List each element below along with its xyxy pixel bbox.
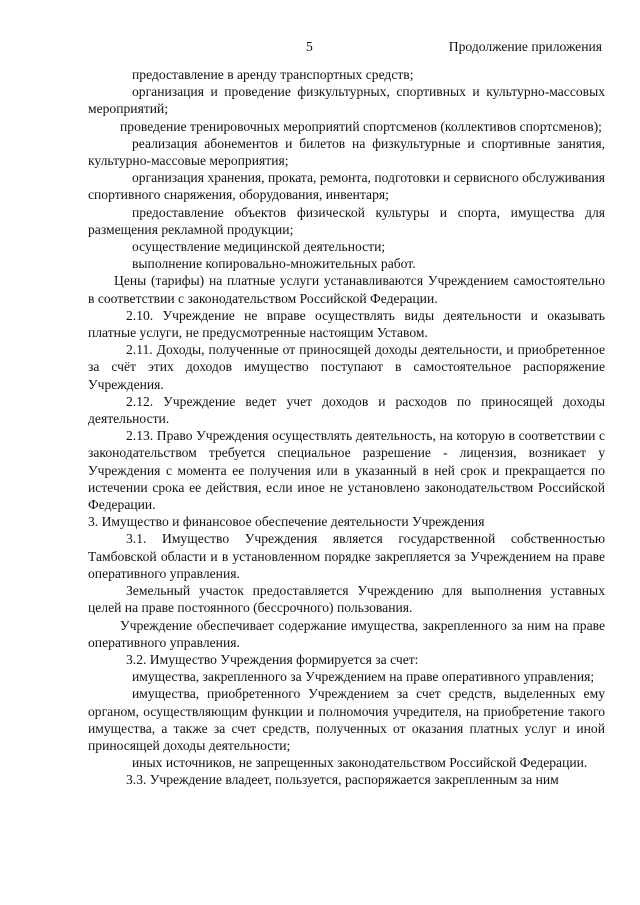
- paragraph: проведение тренировочных мероприятий спортсменов (коллективов спортсменов);: [120, 118, 602, 134]
- paragraph: имущества, закрепленного за Учреждением на праве оперативного управления;: [132, 669, 595, 685]
- paragraph-2-11: 2.11. Доходы, полученные от приносящей доходы деятельности, и приобретенное за счёт этих доходов имущество поступают в самостоятельное распоряжение Учреждения.: [88, 342, 605, 392]
- paragraph: осуществление медицинской деятельности;: [132, 239, 386, 255]
- paragraph-3-2: 3.2. Имущество Учреждения формируется за счет:: [126, 651, 419, 667]
- paragraph: имущества, приобретенного Учреждением за счет средств, выделенных ему органом, осуществляющим функции и полномочия учредителя, на приобретение такого имущества, а также за счет средств, полученных от оказания платных услуг и иной приносящей доходы деятельности;: [88, 686, 605, 753]
- paragraph-3-1: 3.1. Имущество Учреждения является государственной собственностью Тамбовской области и в установленном порядке закрепляется за Учреждением на праве оперативного управления.: [88, 531, 605, 581]
- paragraph-2-10: 2.10. Учреждение не вправе осуществлять виды деятельности и оказывать платные услуги, не предусмотренные настоящим Уставом.: [88, 307, 605, 341]
- paragraph-3-3: 3.3. Учреждение владеет, пользуется, распоряжается закрепленным за ним: [126, 772, 559, 788]
- paragraph: иных источников, не запрещенных законодательством Российской Федерации.: [132, 755, 588, 771]
- paragraph: Учреждение обеспечивает содержание имущества, закрепленного за ним на праве оперативного управления.: [88, 617, 605, 650]
- document-body: [88, 66, 605, 789]
- paragraph: предоставление в аренду транспортных средств;: [132, 67, 414, 82]
- section-heading: 3. Имущество и финансовое обеспечение деятельности Учреждения: [88, 514, 485, 530]
- page-number: 5: [306, 39, 313, 54]
- paragraph: Земельный участок предоставляется Учреждению для выполнения уставных целей на праве постоянного (бессрочного) пользования.: [88, 583, 605, 616]
- paragraph: предоставление объектов физической культуры и спорта, имущества для размещения рекламной продукции;: [88, 204, 605, 237]
- paragraph: выполнение копировально-множительных работ.: [132, 256, 416, 272]
- paragraph: организация хранения, проката, ремонта, подготовки и сервисного обслуживания спортивного снаряжения, оборудования, инвентаря;: [88, 170, 605, 203]
- paragraph-2-12: 2.12. Учреждение ведет учет доходов и расходов по приносящей доходы деятельности.: [88, 393, 605, 427]
- paragraph: реализация абонементов и билетов на физкультурные и спортивные занятия, культурно-массовые мероприятия;: [88, 135, 605, 169]
- paragraph-2-13: 2.13. Право Учреждения осуществлять деятельность, на которую в соответствии с законодательством требуется специальное разрешение - лицензия, возникает у Учреждения с момента ее получения или в указанный в ней срок и прекращается по истечении срока ее действия, если иное не установлено законодательством Российской Федерации.: [88, 428, 605, 513]
- continuation-note: Продолжение приложения: [448, 39, 602, 54]
- paragraph: Цены (тарифы) на платные услуги устанавливаются Учреждением самостоятельно в соответствии с законодательством Российской Федерации.: [88, 273, 605, 306]
- page-header: [0, 38, 640, 56]
- paragraph: организация и проведение физкультурных, спортивных и культурно-массовых мероприятий;: [88, 84, 605, 117]
